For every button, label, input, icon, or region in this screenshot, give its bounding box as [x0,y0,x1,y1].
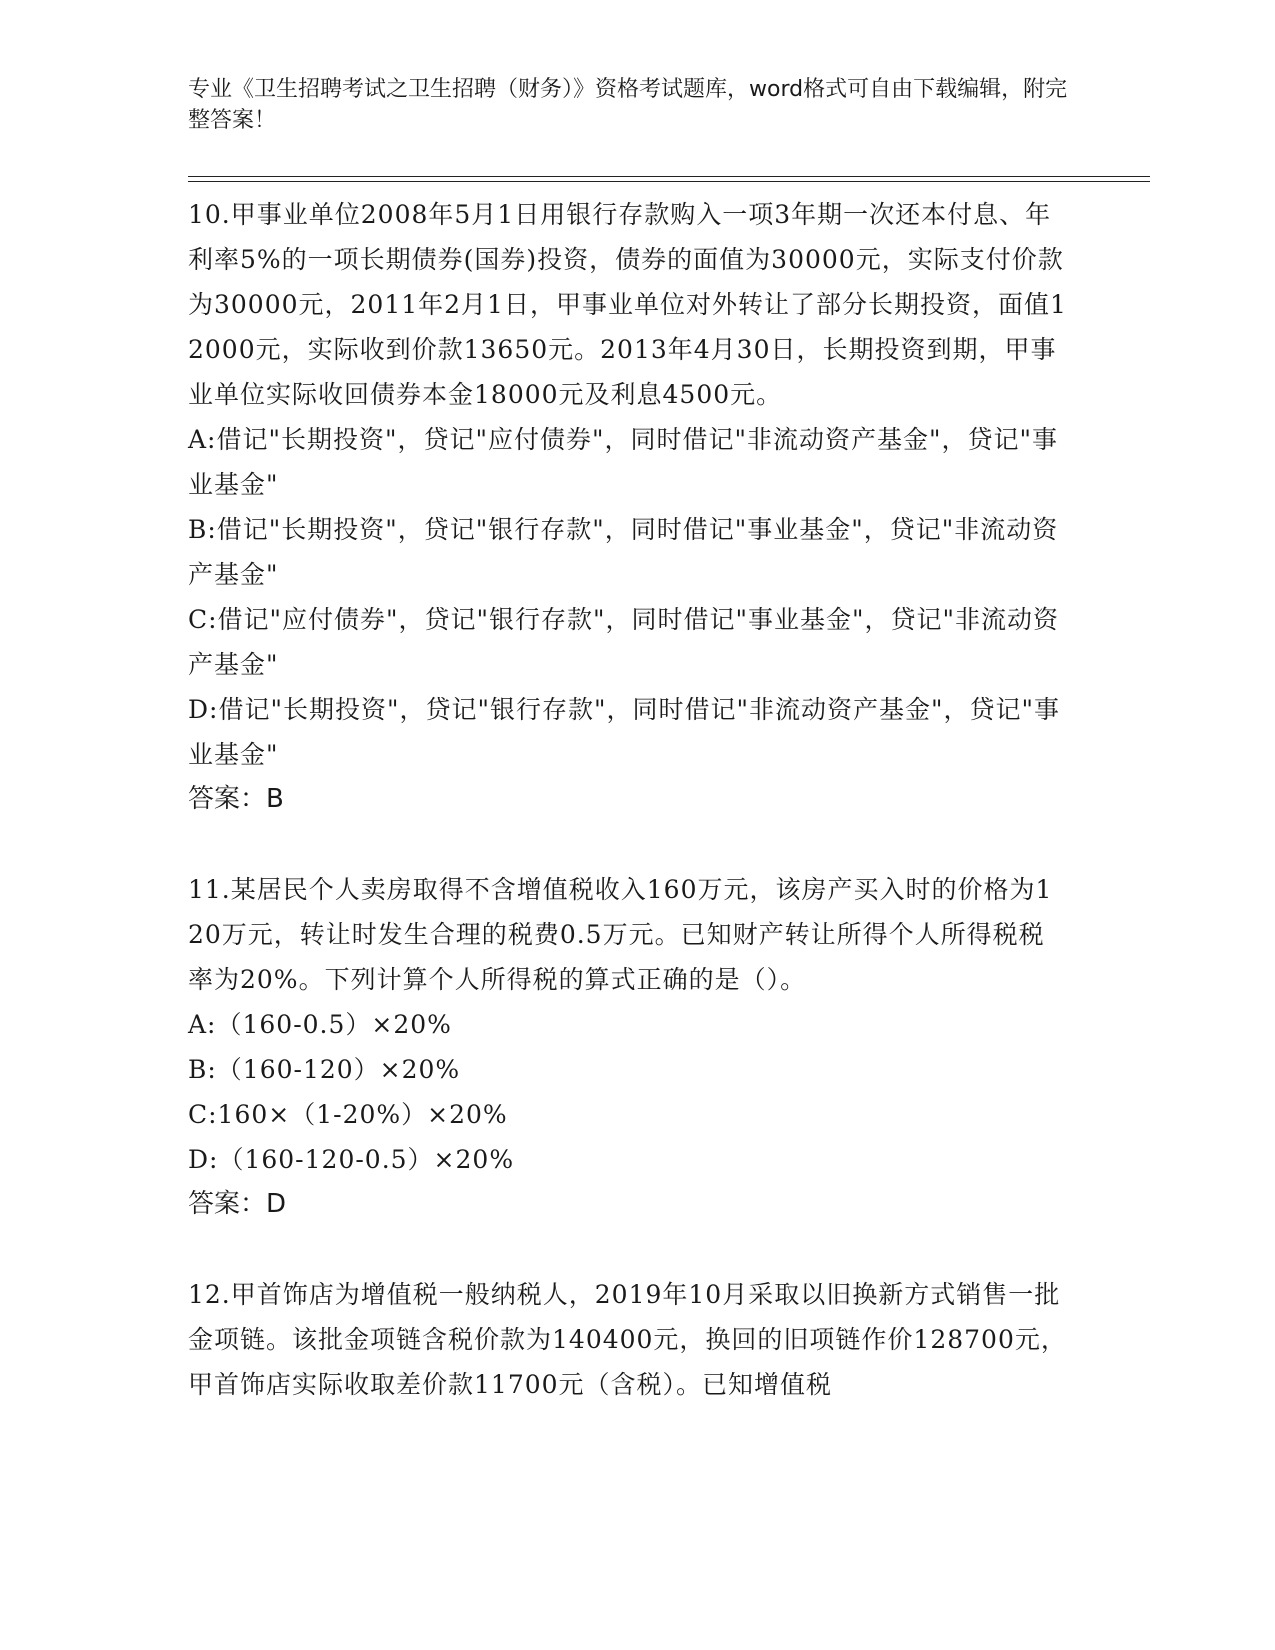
page-header [188,74,1068,136]
answer-label: 答案：D [188,1189,287,1219]
question-spacer [188,822,1068,867]
question-11 [188,867,1068,1227]
answer-label: 答案：B [188,784,284,814]
option-d: D:（160-120-0.5）×20% [188,1145,515,1174]
option-b: B:借记"长期投资"，贷记"银行存款"，同时借记"事业基金"，贷记"非流动资产基金" [188,515,1059,589]
option-a: A:（160-0.5）×20% [188,1010,452,1039]
option-c: C:160×（1-20%）×20% [188,1100,508,1129]
header-divider [188,181,1150,182]
question-stem: 11.某居民个人卖房取得不含增值税收入160万元，该房产买入时的价格为120万元，转让时发生合理的税费0.5万元。已知财产转让所得个人所得税税率为20%。下列计算个人所得税的算式正确的是（）。 [188,875,1053,994]
header-text: 专业《卫生招聘考试之卫生招聘（财务）》资格考试题库，word格式可自由下载编辑，附完整答案！ [188,77,1068,133]
question-10 [188,192,1068,822]
header-divider [188,176,1150,177]
question-spacer [188,1227,1068,1272]
option-a: A:借记"长期投资"，贷记"应付债券"，同时借记"非流动资产基金"，贷记"事业基金" [188,425,1058,499]
question-12 [188,1272,1068,1407]
option-b: B:（160-120）×20% [188,1055,461,1084]
question-stem: 12.甲首饰店为增值税一般纳税人，2019年10月采取以旧换新方式销售一批金项链。该批金项链含税价款为140400元，换回的旧项链作价128700元，甲首饰店实际收取差价款11700元（含税）。已知增值税 [188,1280,1067,1399]
question-list [188,192,1068,1407]
option-c: C:借记"应付债券"，贷记"银行存款"，同时借记"事业基金"，贷记"非流动资产基金" [188,605,1060,679]
option-d: D:借记"长期投资"，贷记"银行存款"，同时借记"非流动资产基金"，贷记"事业基金" [188,695,1060,769]
question-stem: 10.甲事业单位2008年5月1日用银行存款购入一项3年期一次还本付息、年利率5%的一项长期债券(国券)投资，债券的面值为30000元，实际支付价款为30000元，2011年2月1日，甲事业单位对外转让了部分长期投资，面值12000元，实际收到价款13650元。2013年4月30日，长期投资到期，甲事业单位实际收回债券本金18000元及利息4500元。 [188,200,1067,409]
